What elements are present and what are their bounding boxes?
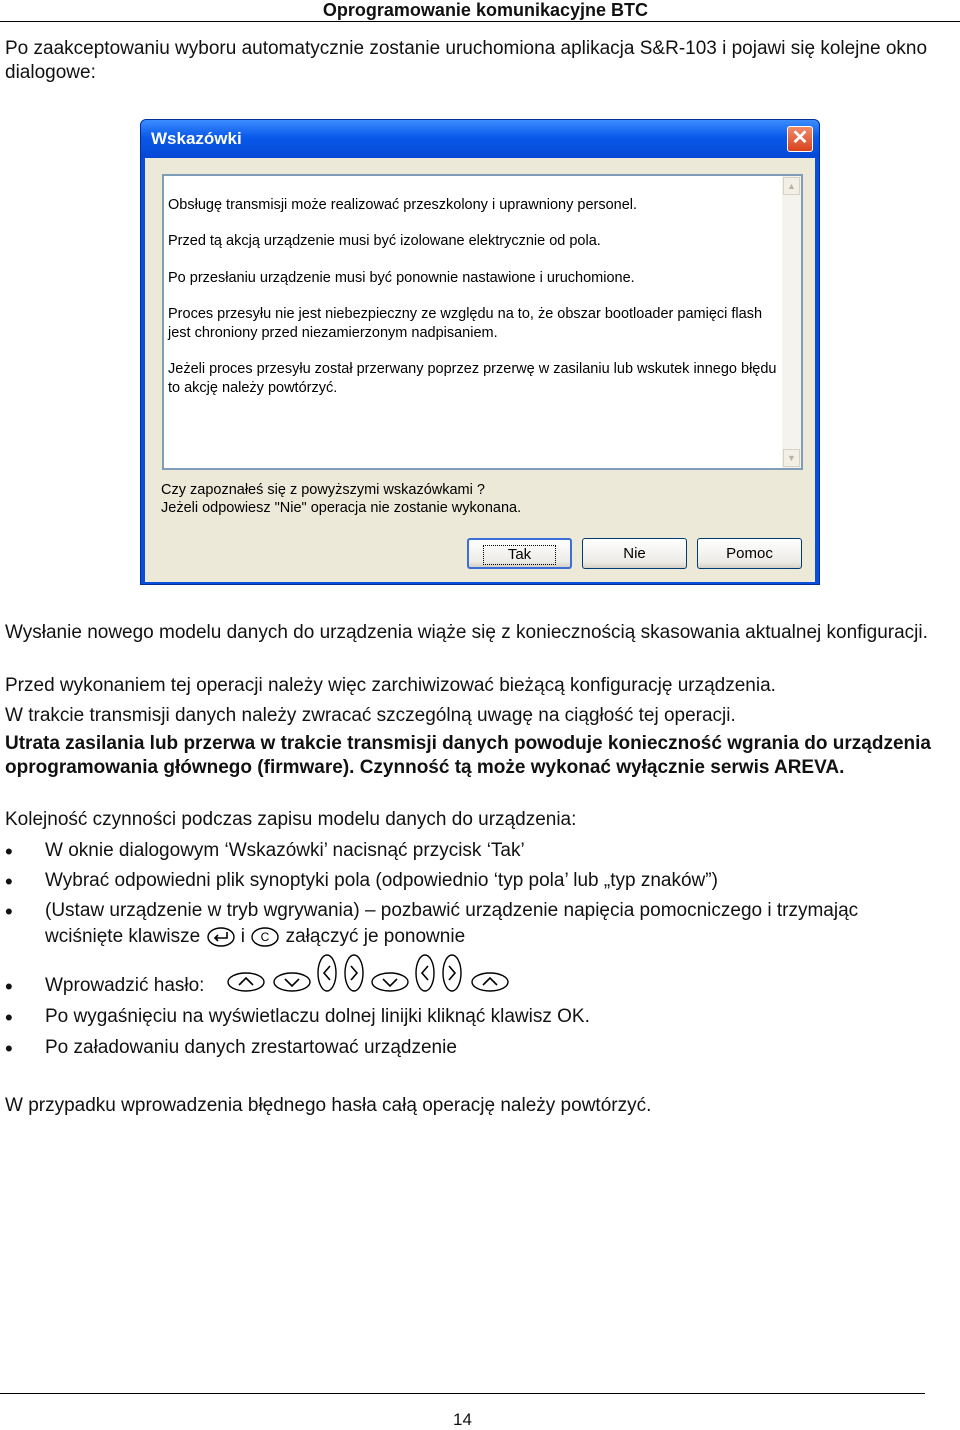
listbox-scrollbar[interactable] [782,176,801,468]
hint-5: Jeżeli proces przesyłu został przerwany poprzez przerwę w zasilaniu lub wskutek innego błędu to akcję należy powtórzyć. [168,361,777,396]
hints-dialog [140,119,820,585]
bullet: • [5,869,13,894]
bullet: • [5,899,13,924]
clear-key-icon [250,925,280,949]
intro-paragraph: Po zaakceptowaniu wyboru automatycznie zostanie uruchomiona aplikacja S&R-103 i pojawi się kolejne okno dialogowe: [5,38,928,83]
footer-rule [0,1393,925,1394]
help-button-label: Pomoc [726,545,773,562]
hint-2: Przed tą akcją urządzenie musi być izolowane elektrycznie od pola. [168,233,601,249]
question-line-1: Czy zapoznałeś się z powyższymi wskazówkami ? [161,482,485,498]
password-key-sequence [226,952,516,996]
hint-3: Po przesłaniu urządzenie musi być ponownie nastawione i uruchomione. [168,270,635,286]
hints-listbox[interactable] [162,174,803,470]
header-rule [0,21,960,22]
enter-key-icon [206,925,236,949]
paragraph-2: Przed wykonaniem tej operacji należy więc zarchiwizować bieżącą konfigurację urządzenia. [5,675,776,696]
dialog-title: Wskazówki [151,129,242,148]
bullet: • [5,974,13,999]
close-icon[interactable]: ✕ [787,126,813,152]
up-key-icon [472,973,508,991]
bullet: • [5,839,13,864]
bullet: • [5,1036,13,1061]
step-6: Po załadowaniu danych zrestartować urządzenie [45,1037,457,1058]
hint-1: Obsługę transmisji może realizować przeszkolony i uprawniony personel. [168,197,638,213]
down-key-icon [372,973,408,991]
scroll-down-icon[interactable]: ▼ [783,449,800,467]
step-4-text: Wprowadzić hasło: [45,975,205,996]
running-header: Oprogramowanie komunikacyjne BTC [322,0,648,20]
step-3 [45,898,945,950]
dialog-titlebar [141,120,819,158]
left-key-icon [416,955,434,991]
step-2: Wybrać odpowiedni plik synoptyki pola (odpowiednio ‘typ pola’ lub „typ znaków”) [45,870,718,891]
bullet: • [5,1005,13,1030]
warning-paragraph: Utrata zasilania lub przerwa w trakcie transmisji danych powoduje konieczność wgrania do urządzenia oprogramowania głównego (firmware). Czynność tą może wykonać wyłącznie serwis AREVA. [5,733,931,778]
right-key-icon [443,955,461,991]
paragraph-3: W trakcie transmisji danych należy zwracać szczególną uwagę na ciągłość tej operacji. [5,705,736,726]
yes-button[interactable] [467,538,572,569]
step-3-and: i [240,926,246,947]
paragraph-1: Wysłanie nowego modelu danych do urządzenia wiąże się z koniecznością skasowania aktualnej konfiguracji. [5,622,928,643]
hint-4: Proces przesyłu nie jest niebezpieczny ze względu na to, że obszar bootloader pamięci flash jest chroniony przed niezamierzonym nadpisaniem. [168,306,763,341]
closing-paragraph: W przypadku wprowadzenia błędnego hasła całą operację należy powtórzyć. [5,1095,652,1116]
no-button[interactable] [582,538,687,569]
page-number: 14 [453,1410,472,1429]
steps-intro: Kolejność czynności podczas zapisu modelu danych do urządzenia: [5,809,577,830]
question-line-2: Jeżeli odpowiesz "Nie" operacja nie zostanie wykonana. [161,500,522,516]
scroll-up-icon[interactable]: ▲ [783,177,800,195]
step-5: Po wygaśnięciu na wyświetlaczu dolnej linijki kliknąć klawisz OK. [45,1006,590,1027]
left-key-icon [318,955,336,991]
down-key-icon [274,973,310,991]
step-3-text: (Ustaw urządzenie w tryb wgrywania) – pozbawić urządzenie napięcia pomocniczego i trzymając [45,900,859,921]
no-button-label: Nie [623,545,646,562]
step-3-keys-text: wciśnięte klawisze [45,926,201,947]
step-1: W oknie dialogowym ‘Wskazówki’ nacisnąć przycisk ‘Tak’ [45,840,525,861]
clear-key-label: C [260,929,270,944]
right-key-icon [345,955,363,991]
step-3-end: załączyć je ponownie [285,926,466,947]
up-key-icon [228,973,264,991]
dialog-client-area [145,158,815,582]
yes-button-label: Tak [483,545,556,565]
help-button[interactable] [697,538,802,569]
